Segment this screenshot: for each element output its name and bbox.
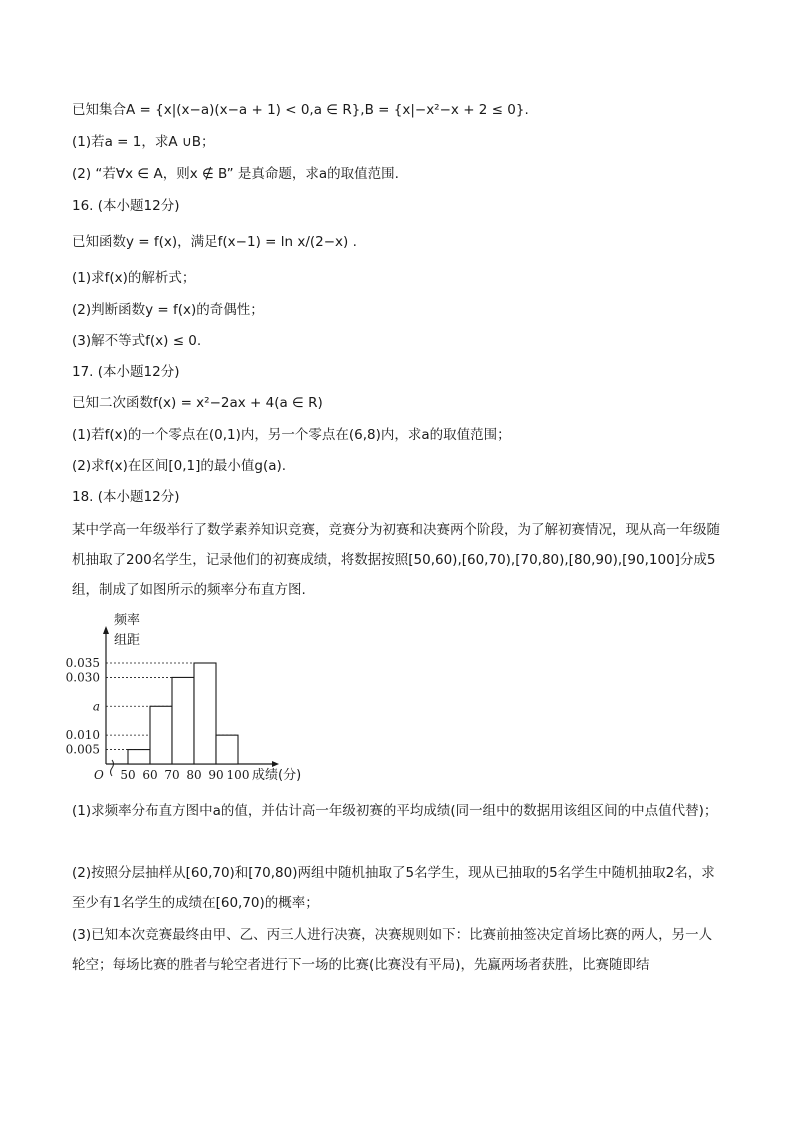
- q18-stem: 某中学高一年级举行了数学素养知识竞赛，竞赛分为初赛和决赛两个阶段，为了解初赛情况，现从高一年级随机抽取了200名学生，记录他们的初赛成绩，将数据按照[50,60),[60,70),[70,80),[80,90),[90,100]分成5组，制成了如图所示的频率分布直方图.: [72, 522, 720, 598]
- origin-label: O: [94, 768, 104, 782]
- q16-part3: (3)解不等式f(x) ≤ 0.: [72, 333, 202, 349]
- histogram-bar: [150, 706, 172, 764]
- xtick-70: 70: [164, 768, 180, 782]
- q17-part2: (2)求f(x)在区间[0,1]的最小值g(a).: [72, 458, 287, 474]
- xtick-50: 50: [120, 768, 136, 782]
- ytick-0035: 0.035: [65, 656, 100, 670]
- q18-heading: 18. (本小题12分): [72, 489, 180, 505]
- x-axis-arrow: [272, 761, 279, 767]
- histogram-bar: [194, 663, 216, 764]
- histogram-bar: [172, 677, 194, 764]
- q16-stem: 已知函数y = f(x)，满足f(x−1) = ln x/(2−x) .: [72, 234, 357, 250]
- q15-part2: (2) “若∀x ∈ A，则x ∉ B” 是真命题，求a的取值范围.: [72, 166, 399, 182]
- y-axis-label-bottom: 组距: [114, 633, 141, 648]
- xtick-90: 90: [208, 768, 224, 782]
- ytick-0010: 0.010: [65, 728, 100, 743]
- q16-heading: 16. (本小题12分): [72, 198, 180, 214]
- q17-part1: (1)若f(x)的一个零点在(0,1)内，另一个零点在(6,8)内，求a的取值范围；: [72, 427, 511, 443]
- xtick-60: 60: [142, 768, 158, 782]
- q16-part2: (2)判断函数y = f(x)的奇偶性；: [72, 302, 264, 318]
- axis-break: [111, 760, 114, 776]
- ytick-0030: 0.030: [65, 670, 100, 685]
- xtick-100: 100: [226, 768, 250, 782]
- q16-part1: (1)求f(x)的解析式；: [72, 270, 196, 286]
- q18-part1: (1)求频率分布直方图中a的值，并估计高一年级初赛的平均成绩(同一组中的数据用该组区间的中点值代替)；: [72, 803, 718, 819]
- x-axis-label: 成绩(分): [252, 768, 302, 783]
- q15-part1: (1)若a = 1，求A ∪B；: [72, 134, 215, 150]
- q18-part3: (3)已知本次竞赛最终由甲、乙、丙三人进行决赛，决赛规则如下：比赛前抽签决定首场比赛的两人，另一人轮空；每场比赛的胜者与轮空者进行下一场的比赛(比赛没有平局)，先赢两场者获胜，比赛随即结: [72, 927, 713, 973]
- histogram-bar: [128, 750, 150, 764]
- y-axis-arrow: [103, 626, 109, 634]
- q15-stem: 已知集合A = {x|(x−a)(x−a + 1) < 0,a ∈ R},B = {x|−x²−x + 2 ≤ 0}.: [72, 102, 529, 118]
- q18-part2: (2)按照分层抽样从[60,70)和[70,80)两组中随机抽取了5名学生，现从已抽取的5名学生中随机抽取2名，求至少有1名学生的成绩在[60,70)的概率；: [72, 865, 715, 911]
- histogram-bar: [216, 735, 238, 764]
- frequency-histogram: [65, 608, 372, 788]
- xtick-80: 80: [186, 768, 202, 782]
- q17-heading: 17. (本小题12分): [72, 364, 180, 380]
- y-axis-label-top: 频率: [114, 613, 141, 628]
- ytick-0005: 0.005: [65, 742, 100, 757]
- q17-stem: 已知二次函数f(x) = x²−2ax + 4(a ∈ R): [72, 395, 323, 411]
- ytick-a: a: [92, 699, 100, 714]
